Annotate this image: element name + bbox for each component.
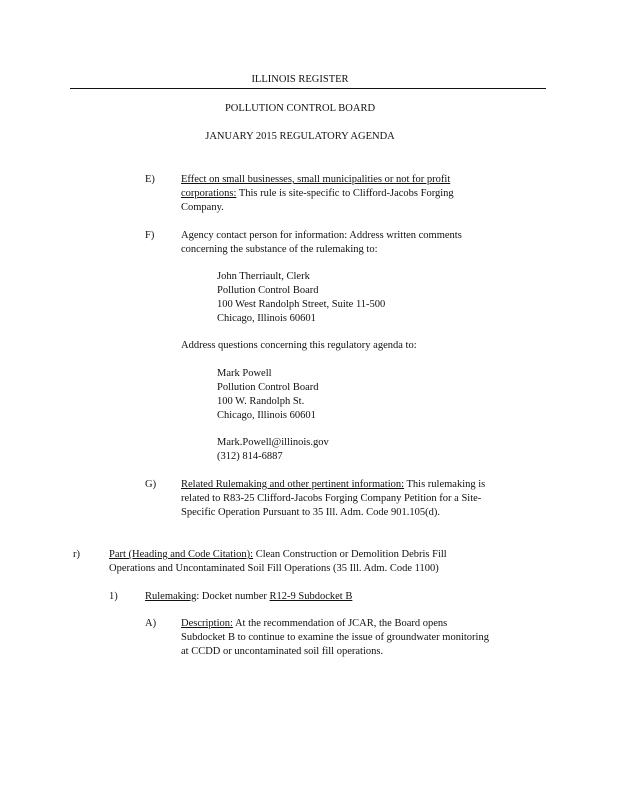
subA-line1 [181,617,447,631]
address1-line4: Chicago, Illinois 60601 [217,313,316,324]
item-f-line1: Agency contact person for information: Address written comments [181,230,462,241]
subA-marker: A) [145,618,157,629]
address1-line1: John Therriault, Clerk [217,271,310,282]
agenda-title: JANUARY 2015 REGULATORY AGENDA [205,131,395,142]
header-rule [70,88,546,89]
docket-number: R12-9 Subdocket B [269,591,353,602]
part-r-line2: Operations and Uncontaminated Soil Fill Operations (35 Ill. Adm. Code 1100) [109,563,439,574]
item-e-line2 [181,187,454,201]
contact-phone: (312) 814-6887 [217,451,283,462]
subA-line2: Subdocket B to continue to examine the issue of groundwater monitoring [181,632,489,643]
item-g-line1 [181,478,485,492]
address1-line3: 100 West Randolph Street, Suite 11-500 [217,299,386,310]
item-g-line2: related to R83-25 Clifford-Jacobs Forging Company Petition for a Site- [181,493,482,504]
sub1-line [145,590,352,604]
item-g-label: Related Rulemaking and other pertinent information: [181,479,405,490]
item-e-line1: Effect on small businesses, small municipalities or not for profit [181,174,451,185]
subA-line1-text: At the recommendation of JCAR, the Board opens [232,618,448,629]
address2-line2: Pollution Control Board [217,382,319,393]
item-f-marker: F) [145,230,155,241]
item-e-marker: E) [145,174,155,185]
agency-name: POLLUTION CONTROL BOARD [224,103,376,114]
register-title: ILLINOIS REGISTER [251,74,349,85]
sub1-label: Rulemaking [145,591,197,602]
questions-line: Address questions concerning this regulatory agenda to: [181,340,417,351]
item-g-line1-text: This rulemaking is [404,479,486,490]
item-e-line2-text: This rule is site-specific to Clifford-Jacobs Forging [236,188,454,199]
address2-line4: Chicago, Illinois 60601 [217,410,316,421]
sub1-text: : Docket number [196,591,270,602]
part-r-line1-text: Clean Construction or Demolition Debris Fill [253,549,447,560]
item-g-line3: Specific Operation Pursuant to 35 Ill. Adm. Code 901.105(d). [181,507,440,518]
sub1-marker: 1) [109,591,118,602]
subA-label: Description: [181,618,233,629]
item-g-marker: G) [145,479,157,490]
item-f-line2: concerning the substance of the rulemaking to: [181,244,378,255]
subA-line3: at CCDD or uncontaminated soil fill operations. [181,646,384,657]
contact-email[interactable]: Mark.Powell@illinois.gov [217,437,329,448]
address2-line3: 100 W. Randolph St. [217,396,305,407]
item-e-label: corporations: [181,188,237,199]
address2-line1: Mark Powell [217,368,272,379]
part-r-marker: r) [73,549,80,560]
part-r-label: Part (Heading and Code Citation): [109,549,254,560]
item-e-line3: Company. [181,202,224,213]
part-r-line1 [109,548,447,562]
address1-line2: Pollution Control Board [217,285,319,296]
